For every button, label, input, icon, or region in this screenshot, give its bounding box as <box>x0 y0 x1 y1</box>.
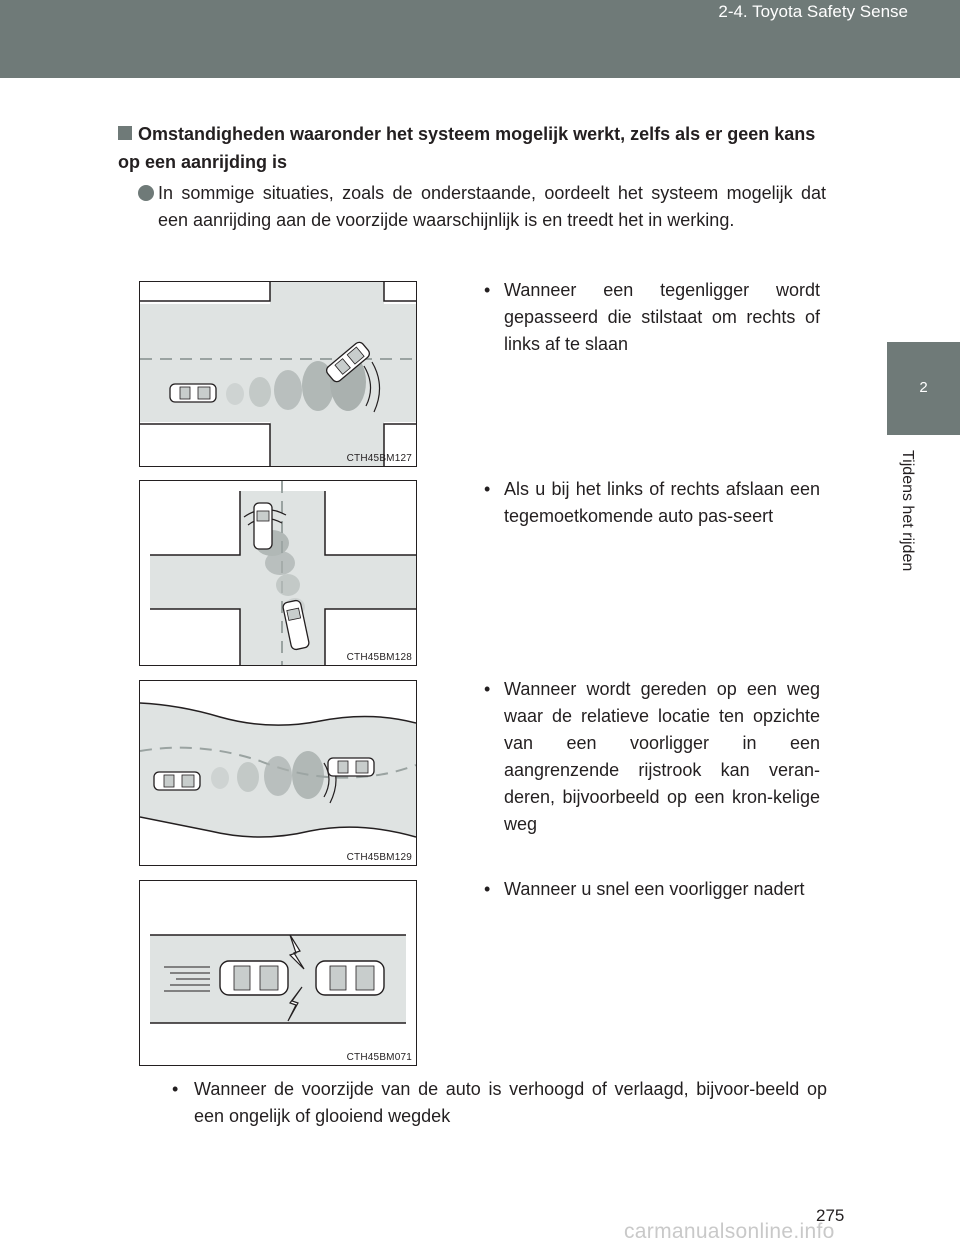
list-item-text: Wanneer u snel een voorligger nadert <box>504 879 805 899</box>
intro-paragraph <box>140 180 826 234</box>
bullet-dot: • <box>172 1079 179 1099</box>
list-item <box>484 277 820 358</box>
watermark: carmanualsonline.info <box>624 1220 835 1243</box>
bullet-dot: • <box>484 879 491 899</box>
figure-code: CTH45BM128 <box>346 652 412 663</box>
turn-oncoming-illustration <box>140 481 416 665</box>
chapter-label <box>898 450 918 610</box>
chapter-number: 2 <box>919 379 928 396</box>
section-title: 2-4. Toyota Safety Sense <box>718 2 908 21</box>
list-item-text: Wanneer de voorzijde van de auto is verhoogd of verlaagd, bijvoor-beeld op een ongelijk of glooiend wegdek <box>194 1079 827 1126</box>
figure-curved-road <box>139 680 417 866</box>
figure-turn-oncoming <box>139 480 417 666</box>
list-item <box>172 1076 827 1130</box>
figure-fast-approach <box>139 880 417 1066</box>
list-item <box>484 476 820 530</box>
bullet-dot: • <box>484 280 491 300</box>
bullet-dot: • <box>484 679 491 699</box>
heading-text: Omstandigheden waaronder het systeem mogelijk werkt, zelfs als er geen kans op een aanrijding is <box>118 124 816 172</box>
heading-square-icon <box>118 126 132 140</box>
bullet-dot: • <box>484 479 491 499</box>
list-item <box>484 876 820 903</box>
chapter-tab[interactable] <box>887 342 960 435</box>
figure-code: CTH45BM127 <box>346 453 412 464</box>
section-heading <box>118 120 838 176</box>
figure-code: CTH45BM071 <box>346 1052 412 1063</box>
figure-code: CTH45BM129 <box>346 852 412 863</box>
page-number: 275 <box>816 1206 845 1225</box>
intro-text: In sommige situaties, zoals de onderstaande, oordeelt het systeem mogelijk dat een aanrijding aan de voorzijde waarschijnlijk is en treedt het in werking. <box>158 183 826 230</box>
chapter-label-text: Tijdens het rijden <box>899 450 916 572</box>
curved-road-illustration <box>140 681 416 865</box>
page-header <box>0 0 960 78</box>
list-item-text: Wanneer een tegenligger wordt gepasseerd die stilstaat om rechts of links af te slaan <box>504 280 820 354</box>
list-item-text: Wanneer wordt gereden op een weg waar de relatieve locatie ten opzichte van een voorligger in een aangrenzende rijstrook kan veran-deren, bijvoorbeeld op een kron-kelige weg <box>504 679 820 834</box>
figure-oncoming-turn <box>139 281 417 467</box>
list-item-text: Als u bij het links of rechts afslaan een tegemoetkomende auto pas-seert <box>504 479 820 526</box>
fast-approach-illustration <box>140 881 416 1065</box>
oncoming-turn-illustration <box>140 282 416 466</box>
bullet-circle-icon <box>138 185 154 201</box>
list-item <box>484 676 820 838</box>
